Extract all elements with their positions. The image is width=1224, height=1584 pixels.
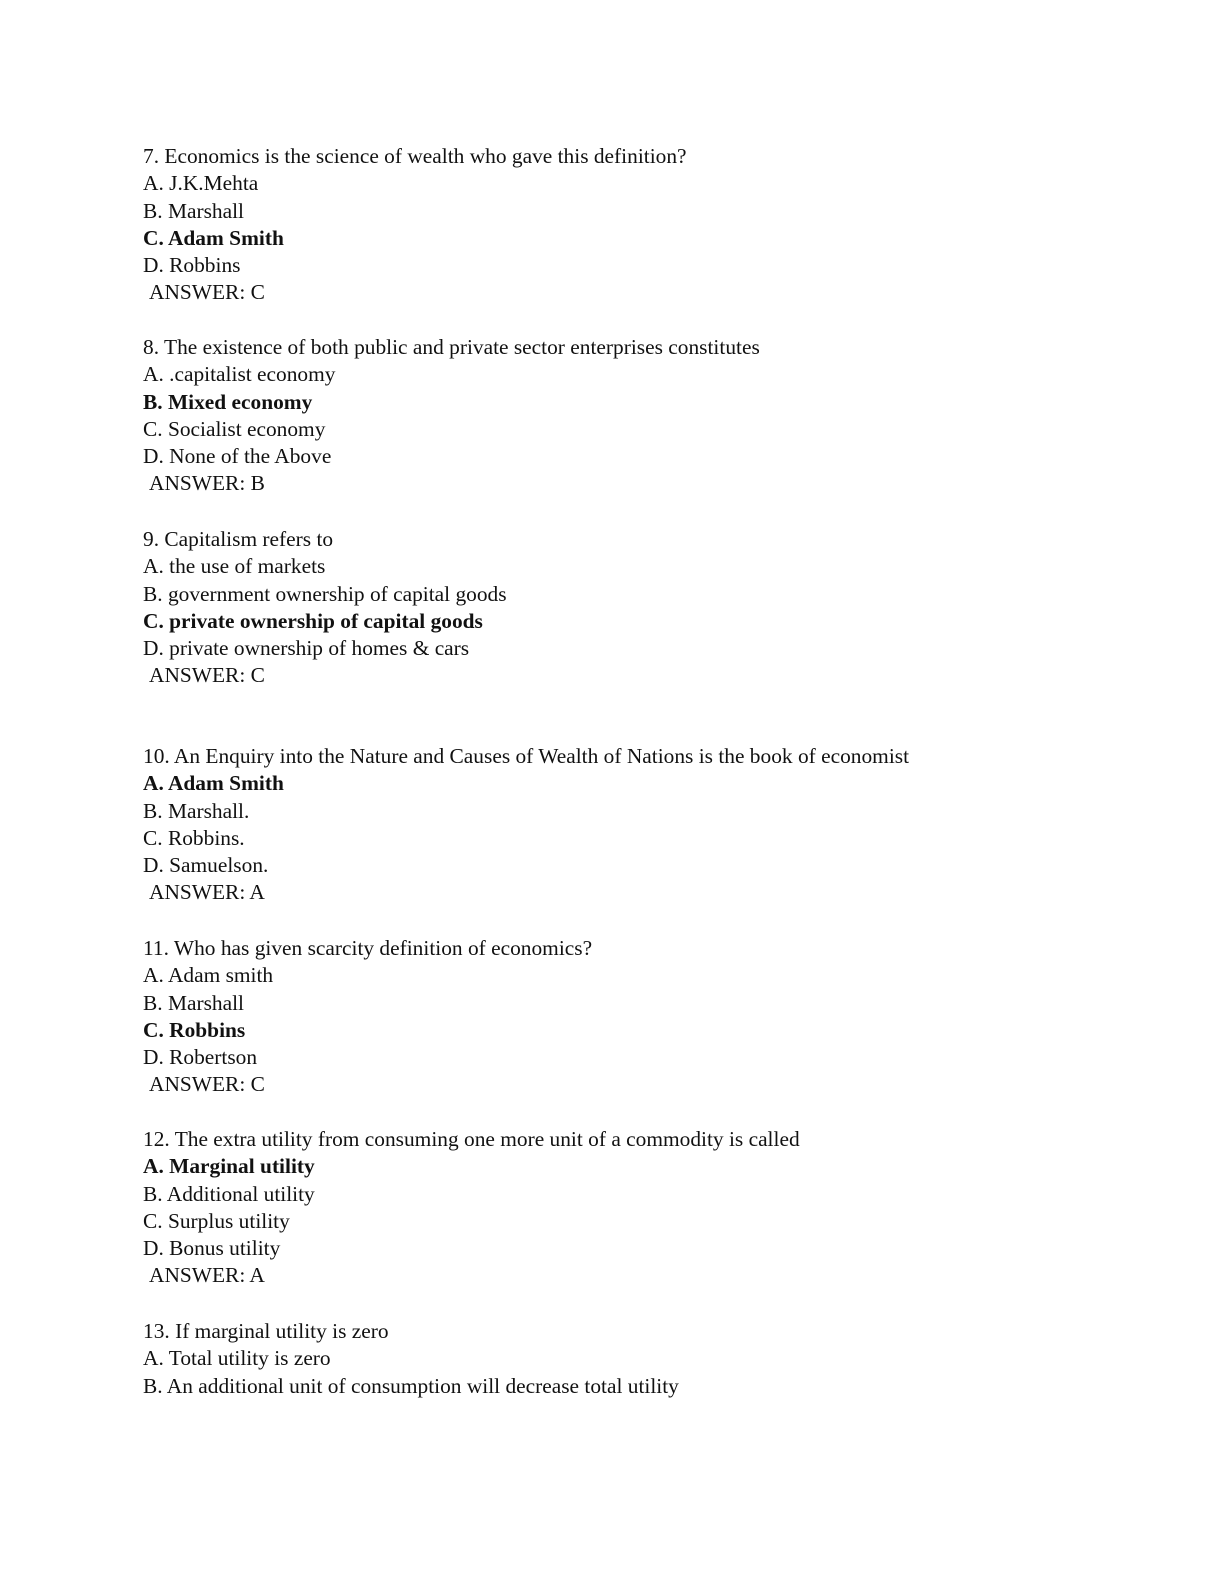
correct-option: C. Adam Smith xyxy=(143,225,284,250)
answer-key: ANSWER: C xyxy=(149,1072,265,1097)
question-text: 12. The extra utility from consuming one more unit of a commodity is called xyxy=(143,1127,800,1151)
answer-key: ANSWER: A xyxy=(149,880,265,905)
question-block xyxy=(143,1126,800,1290)
option: B. Marshall xyxy=(143,990,244,1015)
option: A. the use of markets xyxy=(143,554,326,579)
correct-option: C. private ownership of capital goods xyxy=(143,608,483,633)
correct-option: A. Adam Smith xyxy=(143,771,284,796)
question-text: 9. Capitalism refers to xyxy=(143,527,334,551)
answer-key: ANSWER: C xyxy=(149,280,265,305)
option: B. Marshall. xyxy=(143,798,250,823)
question-block xyxy=(143,1318,679,1400)
question-block xyxy=(143,935,592,1099)
question-text: 8. The existence of both public and private sector enterprises constitutes xyxy=(143,335,760,359)
question-text: 7. Economics is the science of wealth who gave this definition? xyxy=(143,144,687,168)
option: D. Robbins xyxy=(143,253,241,278)
option: D. None of the Above xyxy=(143,444,332,469)
option: A. Adam smith xyxy=(143,963,274,988)
question-block xyxy=(143,334,760,498)
option: D. private ownership of homes & cars xyxy=(143,636,470,661)
answer-key: ANSWER: A xyxy=(149,1263,265,1288)
question-text: 11. Who has given scarcity definition of economics? xyxy=(143,936,593,960)
option: C. Robbins. xyxy=(143,825,245,850)
question-block xyxy=(143,143,687,307)
answer-key: ANSWER: B xyxy=(149,471,265,496)
option: C. Socialist economy xyxy=(143,416,326,441)
option: B. Additional utility xyxy=(143,1181,315,1206)
option: D. Samuelson. xyxy=(143,853,269,878)
option: A. Total utility is zero xyxy=(143,1346,331,1371)
question-text: 10. An Enquiry into the Nature and Causes of Wealth of Nations is the book of economist xyxy=(143,744,910,768)
answer-key: ANSWER: C xyxy=(149,663,265,688)
correct-option: B. Mixed economy xyxy=(143,389,313,414)
option: B. government ownership of capital goods xyxy=(143,581,507,606)
option: D. Bonus utility xyxy=(143,1236,281,1261)
question-block xyxy=(143,526,507,690)
question-block xyxy=(143,743,909,907)
option: A. .capitalist economy xyxy=(143,362,336,387)
option: B. Marshall xyxy=(143,198,244,223)
correct-option: C. Robbins xyxy=(143,1017,246,1042)
option: D. Robertson xyxy=(143,1045,258,1070)
option: C. Surplus utility xyxy=(143,1208,290,1233)
question-text: 13. If marginal utility is zero xyxy=(143,1319,389,1343)
option: B. An additional unit of consumption will decrease total utility xyxy=(143,1373,679,1398)
option: A. J.K.Mehta xyxy=(143,171,259,196)
correct-option: A. Marginal utility xyxy=(143,1154,315,1179)
